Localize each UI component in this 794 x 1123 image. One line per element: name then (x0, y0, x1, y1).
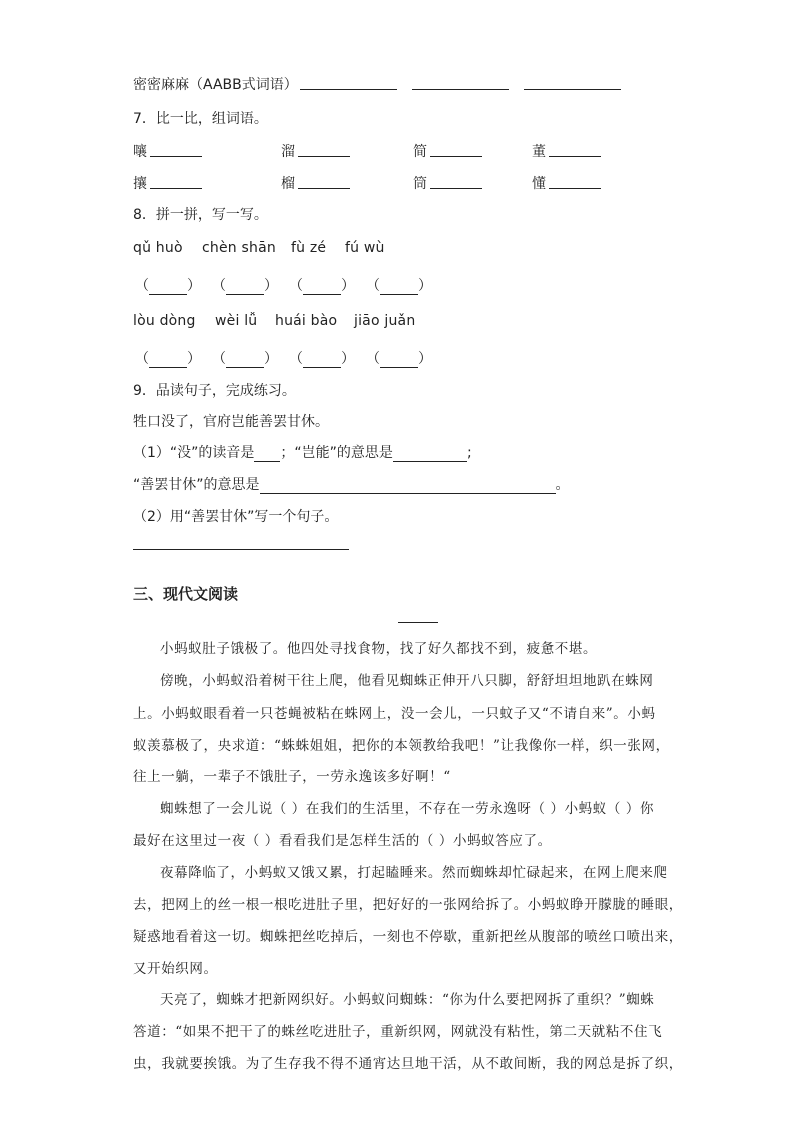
passage-line: 上。小蚂蚁眼看着一只苍蝇被粘在蛛网上，没一会儿，一只蚊子又“不请自来”。小蚂 (133, 706, 656, 722)
answer-blank[interactable] (298, 156, 350, 157)
answer-blank[interactable] (524, 89, 621, 90)
passage-line: 夜幕降临了，小蚂蚁又饿又累，打起瞌睡来。然而蜘蛛却忙碌起来，在网上爬来爬 (160, 865, 668, 881)
passage-line: 蚁羡慕极了，央求道：“蛛蛛姐姐，把你的本领教给我吧！”让我像你一样，织一张网， (133, 738, 670, 754)
q7-char: 榴 (281, 176, 295, 192)
answer-blank[interactable] (298, 188, 350, 189)
passage-line: 答道：“如果不把干了的蛛丝吃进肚子，重新织网，网就没有粘性，第二天就粘不住飞 (133, 1024, 663, 1040)
passage-line: 又开始织网。 (133, 961, 218, 977)
answer-parentheses[interactable]: （ ） (289, 351, 355, 367)
pinyin: jiāo juǎn (354, 313, 416, 329)
answer-parentheses[interactable]: （ ） (366, 278, 432, 294)
answer-blank[interactable] (549, 188, 601, 189)
q7-char: 溜 (281, 144, 295, 160)
answer-parentheses[interactable]: （ ） (212, 351, 278, 367)
q7-char: 攘 (133, 176, 147, 192)
q6-text: 密密麻麻（AABB式词语） (133, 77, 298, 93)
pinyin: fù zé (291, 240, 327, 256)
q9-prompt: “善罢甘休”的意思是 (133, 477, 260, 493)
pinyin: lòu dòng (133, 313, 196, 329)
q7-char: 懂 (532, 176, 546, 192)
pinyin: chèn shān (202, 240, 276, 256)
passage-line: 小蚂蚁肚子饿极了。他四处寻找食物，找了好久都找不到，疲惫不堪。 (160, 641, 598, 657)
pinyin: huái bào (275, 313, 338, 329)
q7-char: 嚷 (133, 144, 147, 160)
q9-part2: （2）用“善罢甘休”写一个句子。 (133, 509, 339, 525)
passage-line: 傍晚，小蚂蚁沿着树干往上爬，他看见蜘蛛正伸开八只脚，舒舒坦坦地趴在蛛网 (160, 673, 654, 689)
pinyin: wèi lǚ (215, 313, 258, 329)
answer-blank[interactable] (393, 447, 467, 462)
pinyin: fú wù (345, 240, 385, 256)
answer-parentheses[interactable]: （ ） (289, 278, 355, 294)
passage-line: 最好在这里过一夜（ ）看看我们是怎样生活的（ ）小蚂蚁答应了。 (133, 833, 552, 849)
q9-prompt: ；“岂能”的意思是 (280, 445, 393, 461)
passage-line: 去，把网上的丝一根一根吃进肚子里，把好好的一张网给拆了。小蚂蚁睁开朦胧的睡眼， (133, 897, 683, 913)
answer-blank[interactable] (412, 89, 509, 90)
answer-blank[interactable] (260, 479, 556, 494)
answer-blank[interactable] (133, 549, 349, 550)
section-title: 三、现代文阅读 (133, 585, 239, 603)
passage-title-blank[interactable] (398, 622, 438, 623)
passage-line: 往上一躺，一辈子不饿肚子，一劳永逸该多好啊！“ (133, 769, 451, 785)
passage-line: 天亮了，蜘蛛才把新网织好。小蚂蚁问蜘蛛：“你为什么要把网拆了重织？”蜘蛛 (160, 992, 655, 1008)
answer-parentheses[interactable]: （ ） (135, 351, 201, 367)
answer-blank[interactable] (430, 156, 482, 157)
answer-blank[interactable] (150, 156, 202, 157)
q7-char: 董 (532, 144, 546, 160)
answer-blank[interactable] (150, 188, 202, 189)
q7-char: 简 (413, 144, 427, 160)
answer-blank[interactable] (300, 89, 397, 90)
answer-parentheses[interactable]: （ ） (366, 351, 432, 367)
answer-parentheses[interactable]: （ ） (212, 278, 278, 294)
q7-title: 7．比一比，组词语。 (133, 111, 268, 127)
answer-parentheses[interactable]: （ ） (135, 278, 201, 294)
q7-char: 筒 (413, 176, 427, 192)
pinyin: qǔ huò (133, 240, 183, 256)
q9-prompt: （1）“没”的读音是 (133, 445, 255, 461)
passage-line: 蜘蛛想了一会儿说（ ）在我们的生活里，不存在一劳永逸呀（ ）小蚂蚁（ ）你 (160, 801, 655, 817)
answer-blank[interactable] (549, 156, 601, 157)
q9-part1-line: （1）“没”的读音是 ；“岂能”的意思是 ; (133, 445, 472, 461)
q9-title: 9．品读句子，完成练习。 (133, 383, 296, 399)
answer-blank[interactable] (254, 447, 280, 462)
passage-line: 疑惑地看着这一切。蜘蛛把丝吃掉后，一刻也不停歇，重新把丝从腹部的喷丝口喷出来， (133, 929, 683, 945)
q9-sentence: 牲口没了，官府岂能善罢甘休。 (133, 414, 329, 430)
q8-title: 8．拼一拼，写一写。 (133, 207, 268, 223)
passage-line: 虫，我就要挨饿。为了生存我不得不通宵达旦地干活，从不敢间断，我的网总是拆了织， (133, 1056, 683, 1072)
q9-meaning-line: “善罢甘休”的意思是 。 (133, 477, 570, 493)
answer-blank[interactable] (430, 188, 482, 189)
